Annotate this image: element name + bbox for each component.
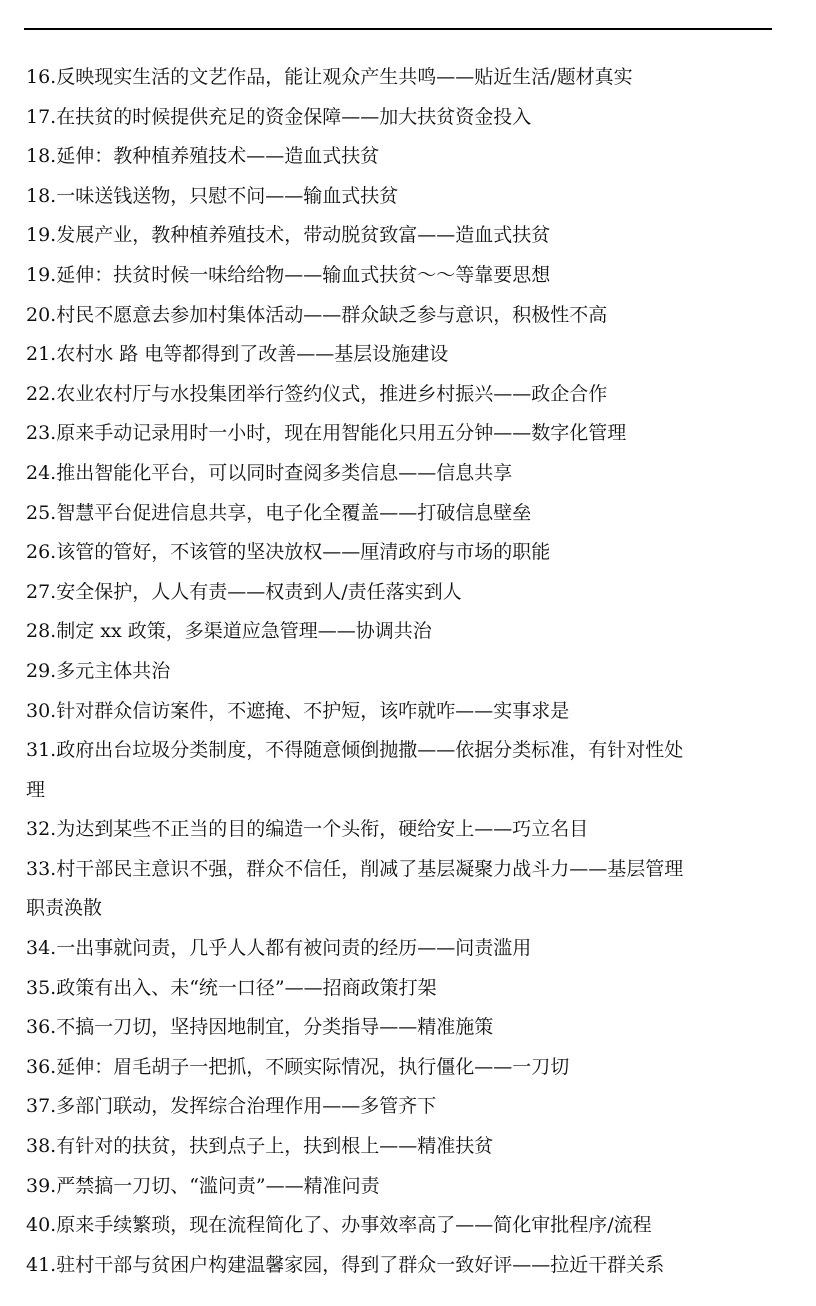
document-body bbox=[26, 58, 778, 1285]
text-line: 36.延伸：眉毛胡子一把抓，不顾实际情况，执行僵化——一刀切 bbox=[26, 1055, 570, 1078]
text-line: 28.制定 xx 政策，多渠道应急管理——协调共治 bbox=[26, 620, 432, 643]
text-line: 35.政策有出入、未“统一口径”——招商政策打架 bbox=[26, 976, 437, 999]
text-line: 理 bbox=[26, 778, 46, 801]
text-line: 18.一味送钱送物，只慰不问——输血式扶贫 bbox=[26, 184, 399, 207]
text-line: 22.农业农村厅与水投集团举行签约仪式，推进乡村振兴——政企合作 bbox=[26, 382, 608, 405]
text-line: 17.在扶贫的时候提供充足的资金保障——加大扶贫资金投入 bbox=[26, 105, 532, 128]
text-line: 21.农村水 路 电等都得到了改善——基层设施建设 bbox=[26, 343, 449, 366]
text-line: 36.不搞一刀切，坚持因地制宜，分类指导——精准施策 bbox=[26, 1016, 494, 1039]
text-line: 31.政府出台垃圾分类制度，不得随意倾倒抛撒——依据分类标准，有针对性处 bbox=[26, 739, 684, 762]
text-line: 38.有针对的扶贫，扶到点子上，扶到根上——精准扶贫 bbox=[26, 1135, 494, 1158]
text-line: 30.针对群众信访案件，不遮掩、不护短，该咋就咋——实事求是 bbox=[26, 699, 570, 722]
text-line: 19.发展产业，教种植养殖技术，带动脱贫致富——造血式扶贫 bbox=[26, 224, 551, 247]
text-line: 37.多部门联动，发挥综合治理作用——多管齐下 bbox=[26, 1095, 437, 1118]
text-line: 40.原来手续繁琐，现在流程简化了、办事效率高了——简化审批程序/流程 bbox=[26, 1214, 652, 1237]
text-line: 23.原来手动记录用时一小时，现在用智能化只用五分钟——数字化管理 bbox=[26, 422, 627, 445]
text-line: 16.反映现实生活的文艺作品，能让观众产生共鸣——贴近生活/题材真实 bbox=[26, 66, 633, 88]
text-line: 29.多元主体共治 bbox=[26, 659, 171, 682]
text-line: 26.该管的管好，不该管的坚决放权——厘清政府与市场的职能 bbox=[26, 541, 551, 564]
text-line: 25.智慧平台促进信息共享，电子化全覆盖——打破信息壁垒 bbox=[26, 501, 532, 524]
text-line: 24.推出智能化平台，可以同时查阅多类信息——信息共享 bbox=[26, 461, 513, 484]
text-line: 27.安全保护，人人有责——权责到人/责任落实到人 bbox=[26, 580, 462, 603]
text-line: 19.延伸：扶贫时候一味给给物——输血式扶贫～～等靠要思想 bbox=[26, 263, 551, 286]
text-line: 20.村民不愿意去参加村集体活动——群众缺乏参与意识，积极性不高 bbox=[26, 303, 608, 326]
text-line: 33.村干部民主意识不强，群众不信任，削减了基层凝聚力战斗力——基层管理 bbox=[26, 857, 684, 880]
text-line: 职责涣散 bbox=[26, 897, 103, 920]
top-horizontal-rule bbox=[24, 28, 772, 30]
text-line: 32.为达到某些不正当的目的编造一个头衔，硬给安上——巧立名目 bbox=[26, 818, 589, 841]
text-line: 18.延伸：教种植养殖技术——造血式扶贫 bbox=[26, 145, 380, 168]
text-line: 39.严禁搞一刀切、“滥问责”——精准问责 bbox=[26, 1174, 380, 1197]
text-line: 34.一出事就问责，几乎人人都有被问责的经历——问责滥用 bbox=[26, 937, 532, 960]
text-line: 41.驻村干部与贫困户构建温馨家园，得到了群众一致好评——拉近干群关系 bbox=[26, 1253, 665, 1276]
